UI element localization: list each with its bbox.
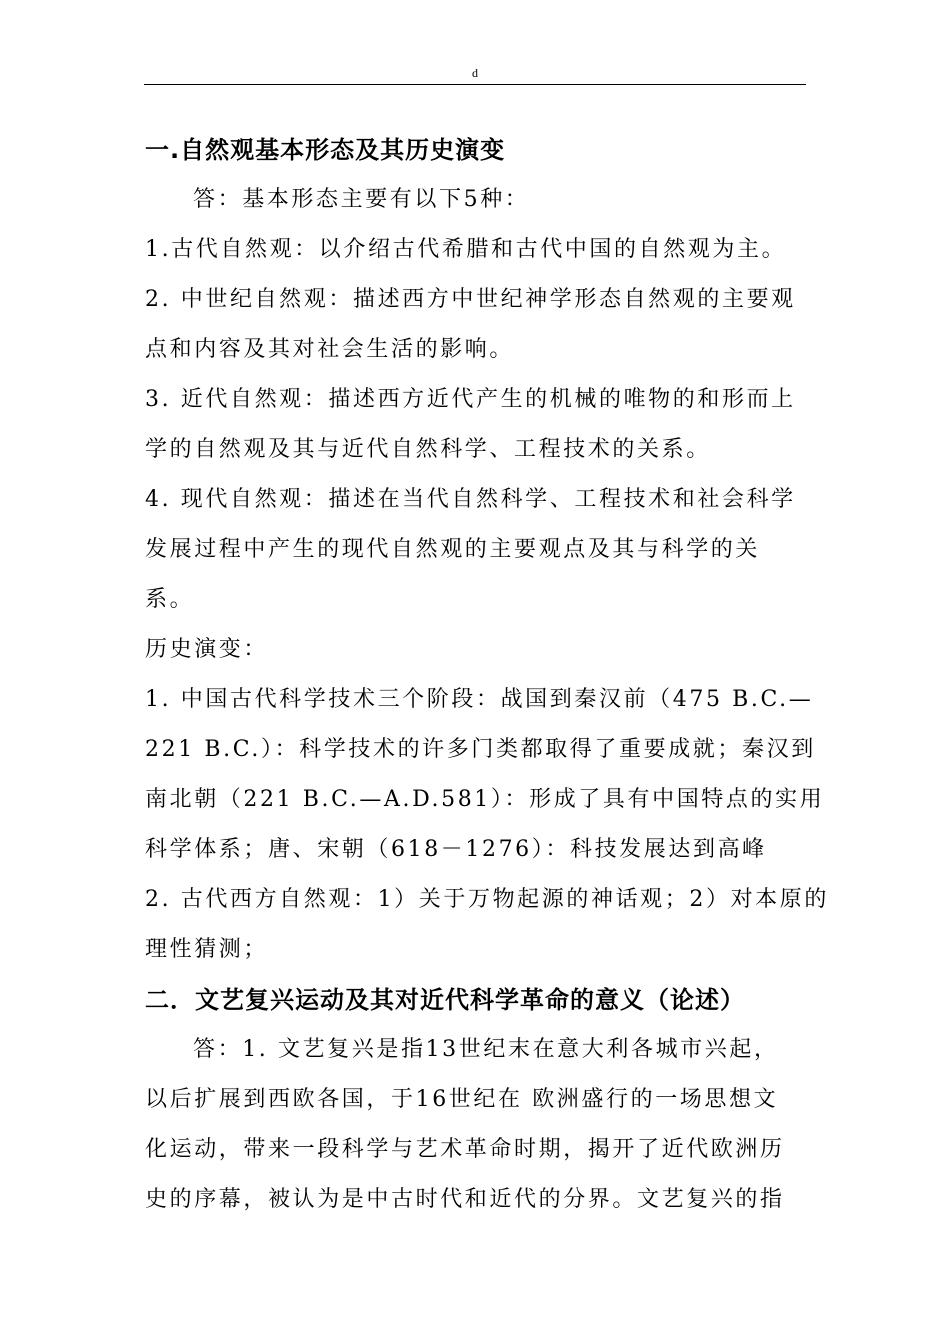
paragraph-line: 答：1. 文艺复兴是指13世纪末在意大利各城市兴起， — [193, 1037, 779, 1062]
section-2-heading: 二．文艺复兴运动及其对近代科学革命的意义（论述） — [145, 986, 745, 1014]
paragraph-line: 学的自然观及其与近代自然科学、工程技术的关系。 — [145, 437, 711, 462]
paragraph-line: 科学体系；唐、宋朝（618－1276）：科技发展达到高峰 — [145, 837, 767, 862]
paragraph-line: 系。 — [145, 587, 195, 612]
paragraph-line: 221 B.C.）：科学技术的许多门类都取得了重要成就；秦汉到 — [145, 737, 816, 762]
section-1-heading: 一.自然观基本形态及其历史演变 — [145, 136, 506, 164]
section-1-item-1 — [145, 225, 807, 275]
paragraph-line: 1.古代自然观：以介绍古代希腊和古代中国的自然观为主。 — [145, 237, 787, 262]
section-2-answer — [145, 1025, 807, 1225]
history-item-2 — [145, 875, 829, 975]
paragraph-line: 点和内容及其对社会生活的影响。 — [145, 337, 515, 362]
history-label: 历史演变： — [145, 637, 269, 662]
paragraph-line: 2. 中世纪自然观：描述西方中世纪神学形态自然观的主要观 — [145, 287, 796, 312]
section-1-item-4 — [145, 475, 807, 625]
paragraph-line: 理性猜测； — [145, 937, 269, 962]
paragraph-line: 发展过程中产生的现代自然观的主要观点及其与科学的关 — [145, 537, 761, 562]
paragraph-line: 3. 近代自然观：描述西方近代产生的机械的唯物的和形而上 — [145, 387, 796, 412]
paragraph-line: 化运动，带来一段科学与艺术革命时期，揭开了近代欧洲历 — [145, 1137, 785, 1162]
paragraph-line: 以后扩展到西欧各国，于16世纪在 欧洲盛行的一场思想文 — [145, 1087, 779, 1112]
page-header-text: d — [472, 66, 478, 80]
paragraph-line: 1. 中国古代科学技术三个阶段：战国到秦汉前（475 B.C.— — [145, 687, 814, 712]
section-1-item-3 — [145, 375, 807, 475]
paragraph-line: 史的序幕，被认为是中古时代和近代的分界。文艺复兴的指 — [145, 1187, 785, 1212]
header-rule — [144, 84, 806, 85]
section-1-answer-intro: 答：基本形态主要有以下5种： — [193, 187, 530, 212]
history-item-1 — [145, 675, 825, 875]
document-body — [145, 125, 829, 1225]
paragraph-line: 4. 现代自然观：描述在当代自然科学、工程技术和社会科学 — [145, 487, 796, 512]
paragraph-line: 南北朝（221 B.C.—A.D.581）：形成了具有中国特点的实用 — [145, 787, 825, 812]
section-1-item-2 — [145, 275, 807, 375]
paragraph-line: 2. 古代西方自然观：1）关于万物起源的神话观；2）对本原的 — [145, 887, 829, 912]
